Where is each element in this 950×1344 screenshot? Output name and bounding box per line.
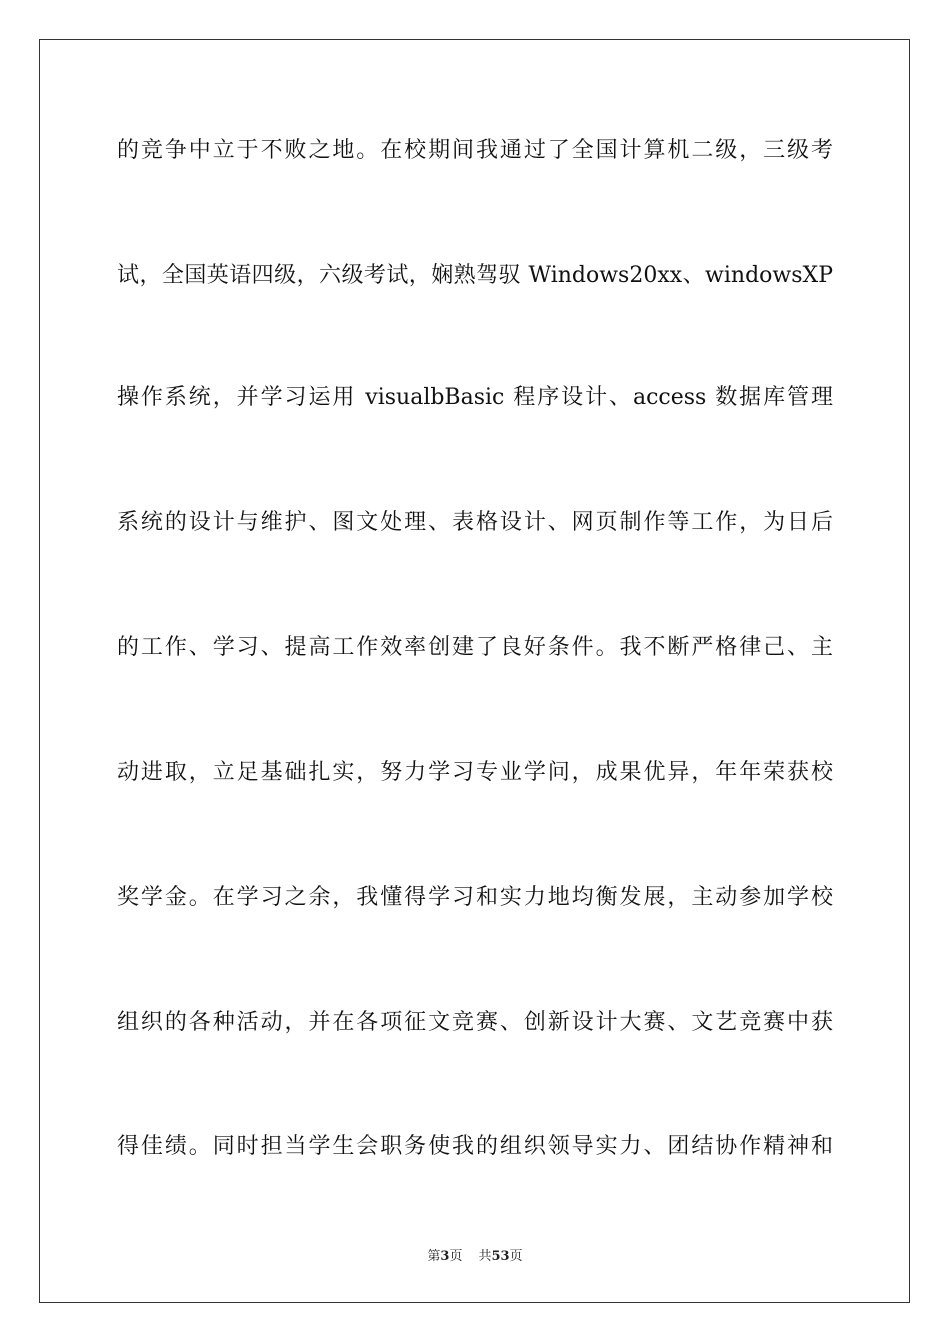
body-text-line-1: 的竞争中立于不败之地。在校期间我通过了全国计算机二级，三级考 [117,138,833,163]
body-text-line-4: 系统的设计与维护、图文处理、表格设计、网页制作等工作，为日后 [117,510,833,535]
page-prefix: 第 [427,1249,441,1264]
page-suffix: 页 [449,1249,463,1264]
page-border [39,39,910,1303]
body-text-line-2: 试，全国英语四级，六级考试，娴熟驾驭 Windows20xx、windowsXP [117,263,833,288]
body-text-line-7: 奖学金。在学习之余，我懂得学习和实力地均衡发展，主动参加学校 [117,885,833,910]
body-text-line-6: 动进取，立足基础扎实，努力学习专业学问，成果优异，年年荣获校 [117,760,833,785]
page-footer [0,1245,950,1264]
page-number: 3 [440,1249,450,1264]
total-suffix: 页 [509,1249,523,1264]
total-prefix: 共 [478,1249,492,1264]
body-text-line-3: 操作系统，并学习运用 visualbBasic 程序设计、access 数据库管理 [117,385,833,410]
body-text-line-9: 得佳绩。同时担当学生会职务使我的组织领导实力、团结协作精神和 [117,1134,833,1159]
total-pages: 53 [491,1249,510,1264]
body-text-line-5: 的工作、学习、提高工作效率创建了良好条件。我不断严格律己、主 [117,635,833,660]
body-text-line-8: 组织的各种活动，并在各项征文竞赛、创新设计大赛、文艺竞赛中获 [117,1010,833,1035]
